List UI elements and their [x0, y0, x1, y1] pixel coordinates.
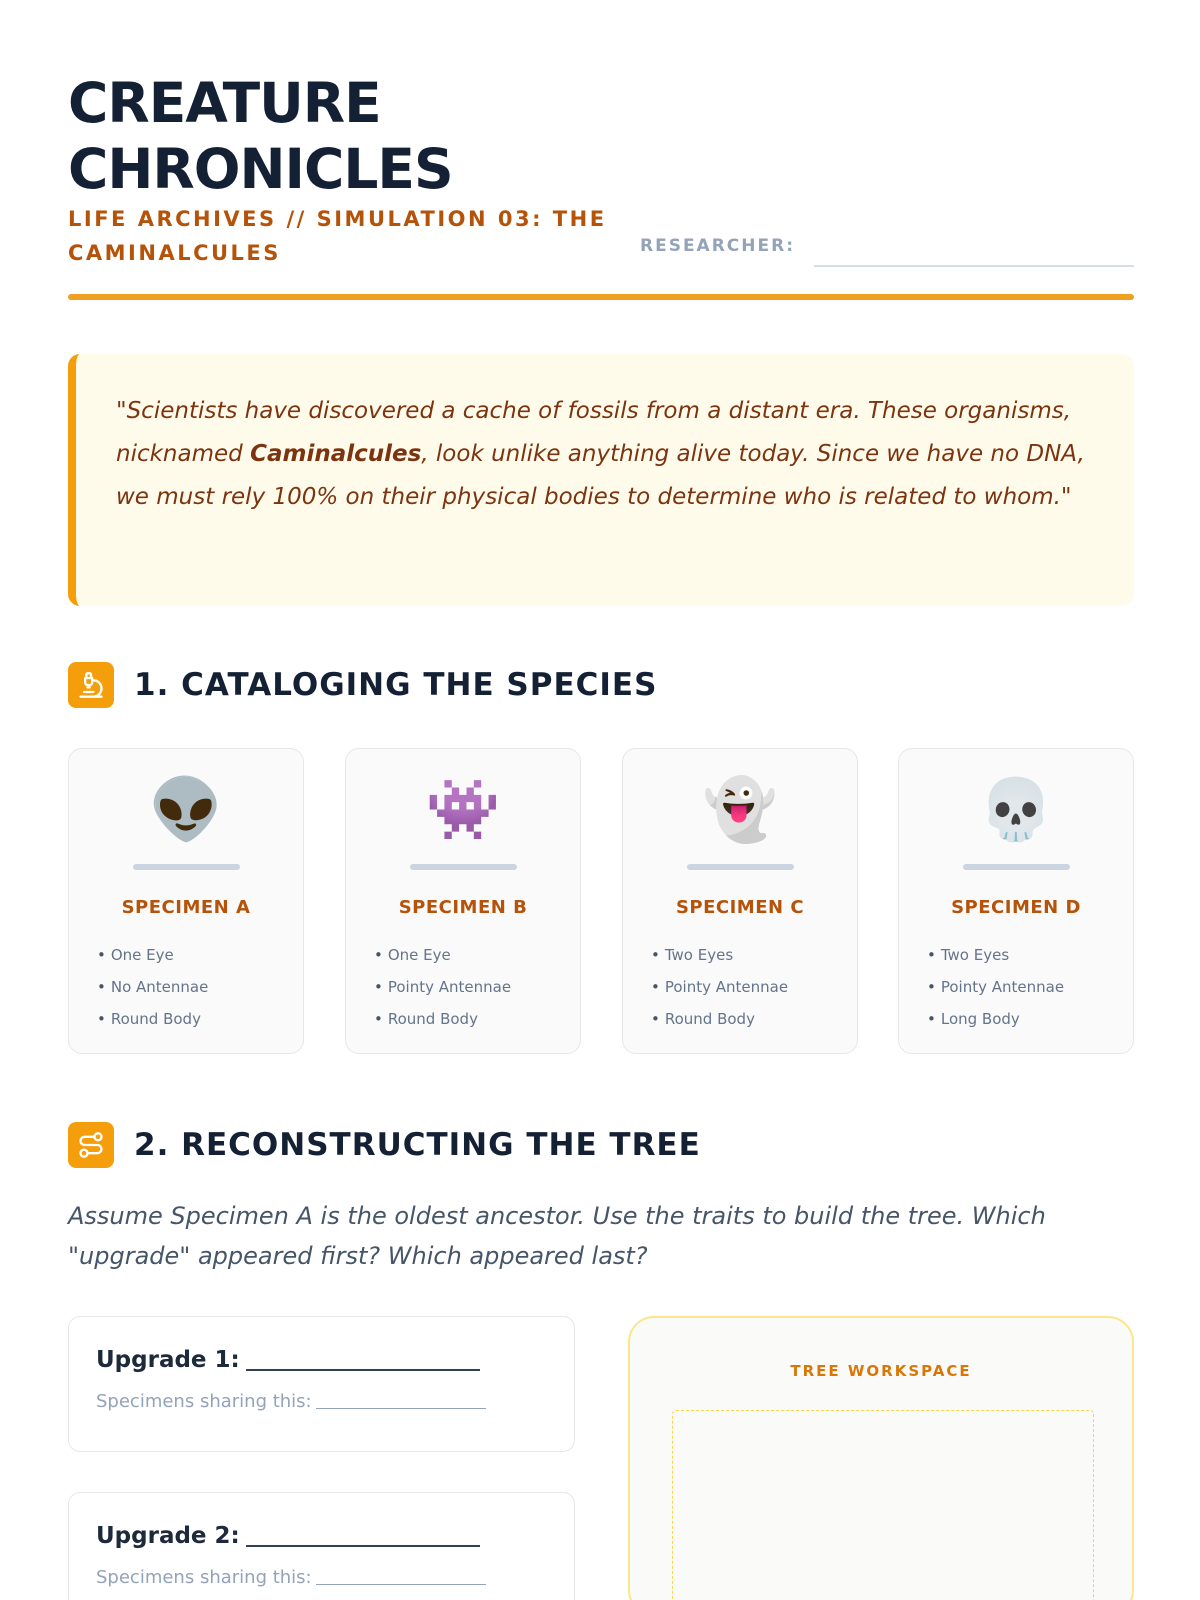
specimen-name: SPECIMEN B [398, 897, 528, 918]
trait-item: • One Eye [97, 939, 208, 971]
upgrade-1-box [68, 1316, 575, 1452]
section-1-title: 1. CATALOGING THE SPECIES [134, 667, 658, 703]
trait-item: • Round Body [374, 1003, 511, 1035]
skull-icon: 💀 [978, 775, 1054, 845]
specimen-card-b [345, 748, 581, 1054]
upgrade-1-specimens [96, 1391, 547, 1412]
upgrade-2-label [96, 1523, 547, 1549]
workspace-label: TREE WORKSPACE [790, 1362, 972, 1380]
worksheet-page [68, 0, 1134, 1600]
tree-drawing-area[interactable] [672, 1410, 1094, 1600]
page-title [68, 70, 453, 202]
section-2-title: 2. RECONSTRUCTING THE TREE [134, 1127, 701, 1163]
upgrade-1-label [96, 1347, 547, 1373]
specimen-card-d [898, 748, 1134, 1054]
trait-item: • One Eye [374, 939, 511, 971]
title-line-1: CREATURE [68, 71, 381, 135]
upgrade-1-specimens-field[interactable] [316, 1408, 486, 1409]
quote-part-1: "Scientists have discovered a cache of fossils from a distant era. These organisms, nicknamed [116, 398, 1072, 467]
trait-item: • Pointy Antennae [927, 971, 1064, 1003]
upgrade-2-box [68, 1492, 575, 1600]
image-underline [687, 864, 794, 870]
section-1-header [68, 662, 657, 708]
quote-text [116, 390, 1094, 519]
trait-item: • Two Eyes [651, 939, 788, 971]
trait-list [374, 939, 511, 1035]
upgrade-1-answer-field[interactable] [246, 1369, 480, 1371]
trait-item: • Round Body [97, 1003, 208, 1035]
header-divider [68, 294, 1134, 300]
quote-highlight: Caminalcules [250, 441, 422, 467]
quote-part-2: , look unlike anything alive today. Since we have no DNA, we must rely 100% on their physical bodies to determine who is related to whom." [116, 441, 1085, 510]
space-invader-icon: 👾 [425, 775, 501, 845]
section-2-header [68, 1122, 701, 1168]
trait-item: • Two Eyes [927, 939, 1064, 971]
specimens-sharing-label: Specimens sharing this: [96, 1567, 312, 1588]
specimen-name: SPECIMEN A [121, 897, 251, 918]
trait-list [927, 939, 1064, 1035]
tree-workspace [628, 1316, 1134, 1600]
specimens-sharing-label: Specimens sharing this: [96, 1391, 312, 1412]
alien-icon: 👽 [148, 775, 224, 845]
title-line-2: CHRONICLES [68, 137, 453, 201]
ghost-icon: 👻 [702, 775, 778, 845]
trait-item: • Pointy Antennae [374, 971, 511, 1003]
image-underline [410, 864, 517, 870]
specimen-name: SPECIMEN D [951, 897, 1081, 918]
intro-quote [68, 354, 1134, 606]
researcher-label: RESEARCHER: [640, 236, 796, 256]
tree-instruction: Assume Specimen A is the oldest ancestor. Use the traits to build the tree. Which "upgrade" appeared first? Which appeared last? [68, 1202, 1046, 1270]
upgrade-label-text: Upgrade 2: [96, 1523, 240, 1549]
specimen-card-c [622, 748, 858, 1054]
specimen-name: SPECIMEN C [675, 897, 805, 918]
microscope-icon [68, 662, 114, 708]
image-underline [133, 864, 240, 870]
researcher-name-field[interactable] [814, 265, 1134, 267]
image-underline [963, 864, 1070, 870]
trait-item: • Pointy Antennae [651, 971, 788, 1003]
route-icon [68, 1122, 114, 1168]
page-subtitle: LIFE ARCHIVES // SIMULATION 03: THE CAMINALCULES [68, 207, 607, 265]
upgrade-label-text: Upgrade 1: [96, 1347, 240, 1373]
trait-item: • Round Body [651, 1003, 788, 1035]
upgrade-2-answer-field[interactable] [246, 1545, 480, 1547]
upgrade-2-specimens [96, 1567, 547, 1588]
upgrade-2-specimens-field[interactable] [316, 1584, 486, 1585]
specimen-card-a [68, 748, 304, 1054]
trait-item: • Long Body [927, 1003, 1064, 1035]
trait-list [651, 939, 788, 1035]
trait-list [97, 939, 208, 1035]
specimen-cards [68, 748, 1134, 1054]
trait-item: • No Antennae [97, 971, 208, 1003]
